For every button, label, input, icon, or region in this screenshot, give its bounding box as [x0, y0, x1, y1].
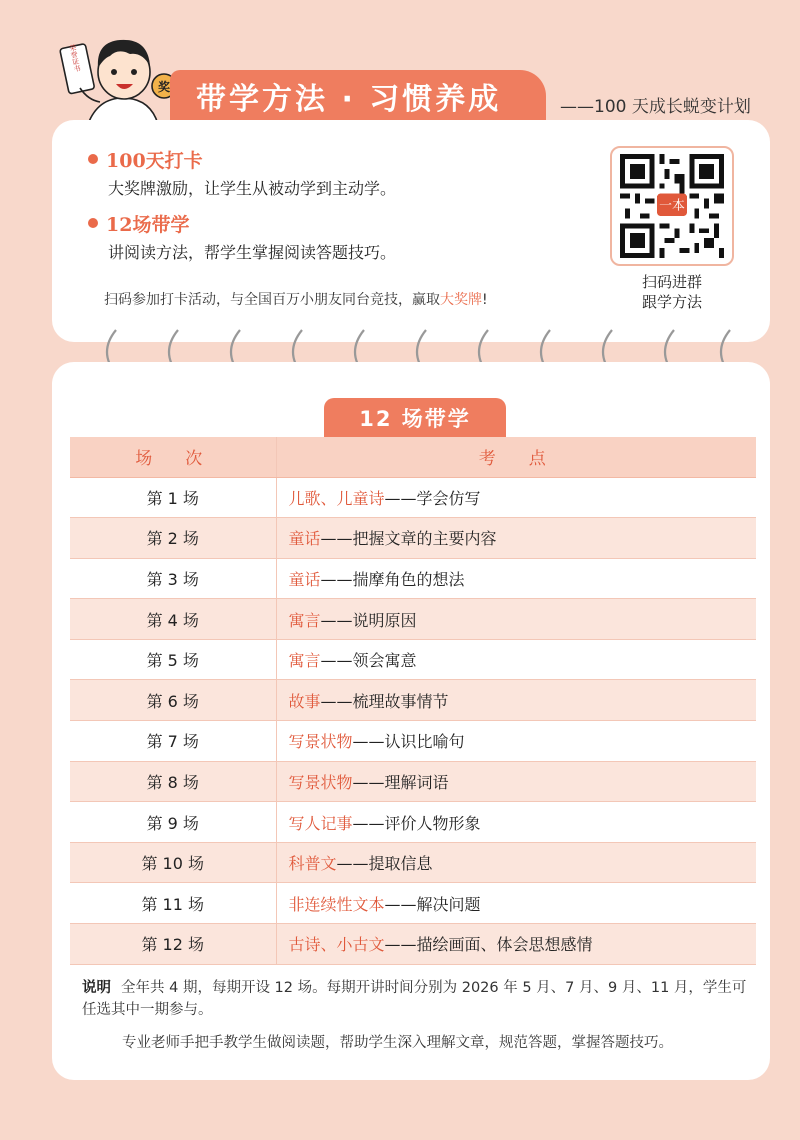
- schedule-title: 12 场带学: [324, 398, 506, 438]
- topic-point: 把握文章的主要内容: [352, 529, 497, 549]
- topic-cell: [276, 477, 756, 518]
- topic-genre: 寓言: [288, 651, 321, 671]
- session-cell: 第 11 场: [70, 883, 276, 924]
- topic-point: 梳理故事情节: [352, 691, 449, 711]
- topic-dash: ——: [320, 569, 353, 589]
- page-title: 带学方法 · 习惯养成: [170, 70, 546, 122]
- topic-dash: ——: [320, 651, 353, 671]
- topic-dash: ——: [352, 772, 385, 792]
- qr-caption: [610, 272, 734, 312]
- topic-point: 认识比喻句: [384, 732, 465, 752]
- table-row: [70, 558, 756, 599]
- table-row: [70, 924, 756, 965]
- topic-cell: [276, 883, 756, 924]
- topic-point: 提取信息: [368, 854, 433, 874]
- topic-genre: 古诗、小古文: [288, 935, 385, 955]
- topic-cell: [276, 761, 756, 802]
- qr-caption-line-1: 扫码进群: [641, 273, 702, 291]
- topic-point: 揣摩角色的想法: [352, 569, 465, 589]
- topic-point: 学会仿写: [416, 488, 481, 508]
- session-cell: 第 5 场: [70, 639, 276, 680]
- topic-point: 解决问题: [416, 894, 481, 914]
- topic-cell: [276, 802, 756, 843]
- topic-cell: [276, 680, 756, 721]
- table-header-row: [70, 437, 756, 477]
- session-cell: 第 9 场: [70, 802, 276, 843]
- topic-dash: ——: [320, 691, 353, 711]
- topic-genre: 故事: [288, 691, 321, 711]
- table-row: [70, 477, 756, 518]
- badge-text: 荣誉证书: [68, 43, 82, 73]
- table-row: [70, 639, 756, 680]
- topic-genre: 非连续性文本: [288, 894, 385, 914]
- topic-point: 评价人物形象: [384, 813, 481, 833]
- topic-point: 理解词语: [384, 772, 449, 792]
- session-cell: 第 7 场: [70, 721, 276, 762]
- topic-dash: ——: [352, 732, 385, 752]
- table-row: [70, 599, 756, 640]
- page-subtitle: ——100 天成长蜕变计划: [560, 97, 751, 117]
- medal-text: 奖: [157, 80, 171, 94]
- table-row: [70, 802, 756, 843]
- schedule-body: [70, 477, 756, 964]
- topic-cell: [276, 721, 756, 762]
- topic-dash: ——: [384, 894, 417, 914]
- topic-dash: ——: [384, 935, 417, 955]
- topic-cell: [276, 599, 756, 640]
- session-cell: 第 1 场: [70, 477, 276, 518]
- promo-text: [104, 289, 488, 309]
- session-cell: 第 2 场: [70, 518, 276, 559]
- note: [82, 977, 750, 1021]
- topic-dash: ——: [336, 854, 369, 874]
- table-row: [70, 842, 756, 883]
- topic-dash: ——: [320, 610, 353, 630]
- topic-cell: [276, 639, 756, 680]
- note-text: 全年共 4 期，每期开设 12 场。每期开讲时间分别为 2026 年 5 月、7 月、9 月、11 月，学生可任选其中一期参与。: [82, 980, 747, 1018]
- topic-genre: 童话: [288, 569, 321, 589]
- qr-caption-line-2: 跟学方法: [641, 293, 702, 311]
- topic-genre: 寓言: [288, 610, 321, 630]
- session-cell: 第 8 场: [70, 761, 276, 802]
- topic-dash: ——: [352, 813, 385, 833]
- intro-item-1-desc: 大奖牌激励，让学生从被动学到主动学。: [108, 179, 397, 198]
- table-row: [70, 883, 756, 924]
- topic-point: 描绘画面、体会思想感情: [416, 935, 593, 955]
- header-session: 场 次: [70, 437, 276, 477]
- session-cell: 第 6 场: [70, 680, 276, 721]
- topic-genre: 儿歌、儿童诗: [288, 488, 385, 508]
- mascot-illustration: [58, 28, 188, 124]
- topic-genre: 童话: [288, 529, 321, 549]
- topic-cell: [276, 518, 756, 559]
- header-topic: 考 点: [276, 437, 756, 477]
- note-label: 说明: [82, 980, 111, 996]
- qr-code-icon: [620, 154, 724, 258]
- table-row: [70, 761, 756, 802]
- table-row: [70, 680, 756, 721]
- session-cell: 第 4 场: [70, 599, 276, 640]
- table-row: [70, 721, 756, 762]
- topic-genre: 科普文: [288, 854, 337, 874]
- topic-point: 领会寓意: [352, 651, 417, 671]
- intro-item-2-desc: 讲阅读方法，帮学生掌握阅读答题技巧。: [108, 243, 397, 262]
- promo-highlight: 大奖牌: [440, 292, 482, 308]
- intro-item-2-heading: 12场带学: [88, 210, 189, 237]
- topic-cell: [276, 924, 756, 965]
- topic-genre: 写景状物: [288, 732, 353, 752]
- table-row: [70, 518, 756, 559]
- session-cell: 第 12 场: [70, 924, 276, 965]
- qr-logo-text: 一本: [659, 198, 685, 214]
- topic-point: 说明原因: [352, 610, 417, 630]
- note-text-2: 专业老师手把手教学生做阅读题，帮助学生深入理解文章，规范答题，掌握答题技巧。: [122, 1035, 673, 1051]
- topic-dash: ——: [320, 529, 353, 549]
- topic-cell: [276, 842, 756, 883]
- promo-prefix: 扫码参加打卡活动，与全国百万小朋友同台竞技，赢取: [104, 292, 440, 308]
- topic-dash: ——: [384, 488, 417, 508]
- intro-item-1-heading: 100天打卡: [88, 146, 203, 173]
- promo-suffix: !: [482, 292, 488, 308]
- topic-genre: 写人记事: [288, 813, 353, 833]
- session-cell: 第 10 场: [70, 842, 276, 883]
- topic-cell: [276, 558, 756, 599]
- session-cell: 第 3 场: [70, 558, 276, 599]
- schedule-table: [70, 437, 756, 965]
- qr-code[interactable]: [610, 146, 734, 266]
- topic-genre: 写景状物: [288, 772, 353, 792]
